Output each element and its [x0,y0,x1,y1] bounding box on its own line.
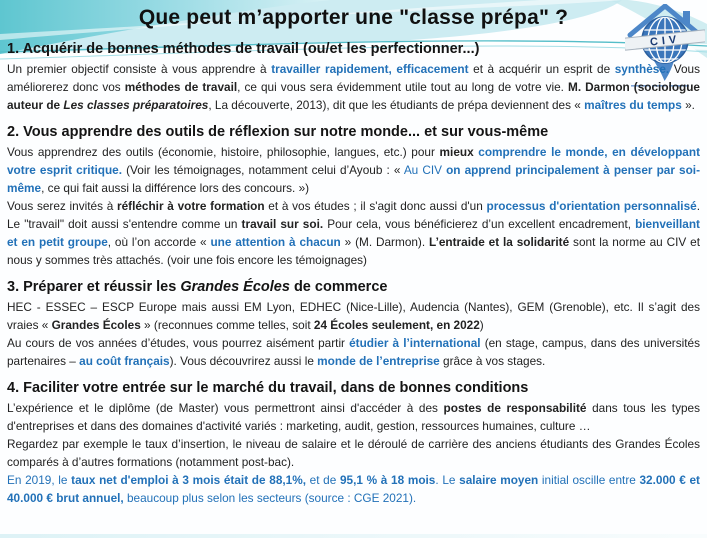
section-3-heading: 3. Préparer et réussir les Grandes Écoles de commerce [7,279,388,295]
section-3 [7,278,700,370]
section-4-paragraph-2: Regardez par exemple le taux d’insertion, le niveau de salaire et le déroulé de carrière des anciens étudiants des Grandes Écoles comparés à d’autres formations (notamment post-bac). [7,437,700,469]
section-1-paragraph-1: Un premier objectif consiste à vous apprendre à travailler rapidement, efficacement et à acquérir un esprit de synthèse. Vous améliorerez donc vos méthodes de travail, ce qui vous sera évidemment utile tout au long de votre vie. M. Darmon (sociologue auteur de Les classes préparatoires, La découverte, 2013), dit que les étudiants de prépa deviennent des « maîtres du temps ». [7,62,700,112]
section-2-heading: 2. Vous apprendre des outils de réflexion sur notre monde... et sur vous-même [7,124,549,140]
section-2-paragraph-2: Vous serez invités à réfléchir à votre formation et à vos études ; il s'agit donc aussi d'un processus d'orientation personnalisé. Le "travail" doit aussi s'entendre comme un travail sur soi. Pour cela, vous bénéficierez d’un excellent encadrement, bienveillant et en petit groupe, où l’on accorde « une attention à chacun » (M. Darmon). L’entraide et la solidarité sont la norme au CIV et nous y sommes très attachés. (voir une fois encore les témoignages) [7,199,700,267]
section-3-paragraph-1: HEC - ESSEC – ESCP Europe mais aussi EM Lyon, EDHEC (Nice-Lille), Audencia (Nantes), GEM (Grenoble), etc. Il s’agit des vraies « Grandes Écoles » (reconnues comme telles, soit 24 Écoles seulement, en 2022) [7,300,700,332]
section-1 [7,40,700,114]
slide-content [0,5,707,507]
section-2 [7,123,700,269]
section-4-heading: 4. Faciliter votre entrée sur le marché du travail, dans de bonnes conditions [7,380,529,396]
footer-wave-decoration [0,534,707,538]
section-1-heading: 1. Acquérir de bonnes méthodes de travail (ou/et les perfectionner...) [7,41,480,57]
section-3-paragraph-2: Au cours de vos années d’études, vous pourrez aisément partir étudier à l’international (en stage, campus, dans des universités partenaires – au coût français). Vous découvrirez aussi le monde de l’entreprise grâce à vos stages. [7,336,700,368]
logo-text: CIV [649,33,681,49]
section-4 [7,379,700,507]
slide-title: Que peut m’apporter une "classe prépa" ? [138,6,569,29]
section-4-paragraph-3: En 2019, le taux net d'emploi à 3 mois était de 88,1%, et de 95,1 % à 18 mois. Le salaire moyen initial oscille entre 32.000 € et 40.000 € brut annuel, beaucoup plus selon les secteurs (source : CGE 2021). [7,473,700,505]
section-2-paragraph-1: Vous apprendrez des outils (économie, histoire, philosophie, langues, etc.) pour mieux comprendre le monde, en développant votre esprit critique. (Voir les témoignages, notamment celui d’Ayoub : « Au CIV on apprend principalement à penser par soi-même, ce qui fait aussi la différence lors des concours. ») [7,145,700,195]
section-4-paragraph-1: L’expérience et le diplôme (de Master) vous permettront ainsi d'accéder à des postes de responsabilité dans tous les types d'entreprises et dans des domaines d'activité variés : marketing, audit, gestion, ressources humaines, culture … [7,401,700,433]
